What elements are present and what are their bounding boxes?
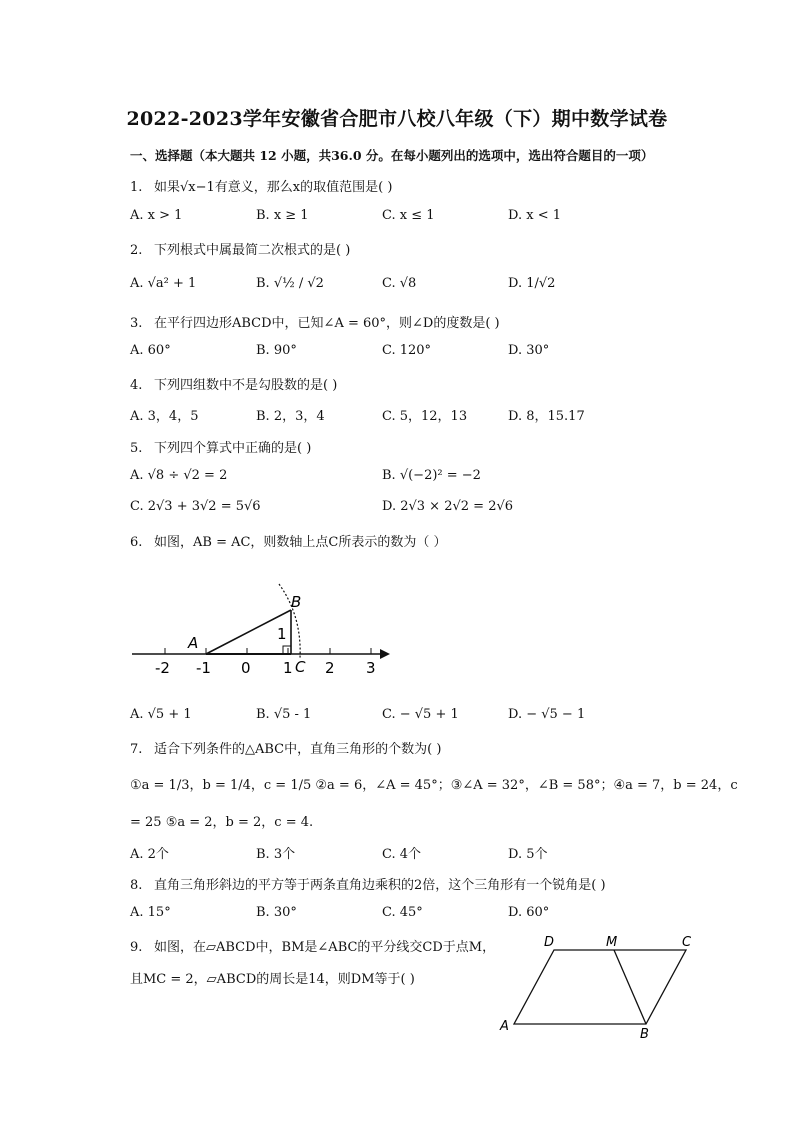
parallelogram-figure	[496, 930, 700, 1042]
question-stem: 如图，在▱ABCD中，BM是∠ABC的平分线交CD于点M，	[154, 940, 496, 955]
question-number: 2.	[130, 243, 143, 258]
label-b: B	[291, 593, 302, 611]
label-d: D	[544, 935, 555, 950]
question-number: 7.	[130, 742, 143, 757]
option-c: C. 2√3 + 3√2 = 5√6	[130, 499, 261, 514]
tick-label: -1	[196, 659, 211, 677]
label-b: B	[640, 1027, 649, 1042]
option-b: B. 3个	[256, 847, 296, 862]
option-a: A. 60°	[130, 343, 171, 358]
option-c: C. x ≤ 1	[382, 208, 435, 223]
tick-label: 0	[241, 659, 251, 677]
label-one: 1	[277, 625, 287, 643]
option-c: C. 45°	[382, 905, 423, 920]
question-9-cont: 且MC = 2，▱ABCD的周长是14，则DM等于( )	[130, 972, 415, 987]
option-c: C. 120°	[382, 343, 432, 358]
question-stem: 下列四组数中不是勾股数的是( )	[154, 378, 338, 393]
question-number: 5.	[130, 441, 143, 456]
question-7	[130, 738, 441, 757]
option-b: B. √(−2)² = −2	[382, 468, 481, 483]
option-c: C. 4个	[382, 847, 422, 862]
question-stem: 如图，AB = AC，则数轴上点C所表示的数为（ ）	[154, 535, 447, 550]
question-number: 3.	[130, 316, 143, 331]
number-line-figure	[128, 578, 398, 680]
question-stem: 适合下列条件的△ABC中，直角三角形的个数为( )	[154, 742, 442, 757]
option-b: B. √½ / √2	[256, 276, 324, 291]
question-6	[130, 531, 447, 550]
question-3	[130, 312, 500, 331]
question-stem: 下列四个算式中正确的是( )	[154, 441, 312, 456]
option-d: D. 8，15.17	[508, 409, 585, 424]
question-2	[130, 239, 350, 258]
label-a: A	[500, 1019, 509, 1034]
option-a: A. 2个	[130, 847, 169, 862]
option-a: A. √8 ÷ √2 = 2	[130, 468, 228, 483]
tick-label: -2	[155, 659, 170, 677]
question-7-conditions-cont: = 25 ⑤a = 2，b = 2，c = 4.	[130, 815, 314, 830]
question-4	[130, 374, 337, 393]
right-angle-mark	[283, 646, 291, 654]
page-title: 2022-2023学年安徽省合肥市八校八年级（下）期中数学试卷	[126, 108, 668, 130]
question-stem: 直角三角形斜边的平方等于两条直角边乘积的2倍，这个三角形有一个锐角是( )	[154, 878, 606, 893]
option-c: C. √8	[382, 276, 417, 291]
question-stem: 在平行四边形ABCD中，已知∠A = 60°，则∠D的度数是( )	[154, 316, 500, 331]
segment-bm	[614, 950, 646, 1024]
question-number: 9.	[130, 940, 143, 955]
option-a: A. 15°	[130, 905, 171, 920]
option-a: A. √5 + 1	[130, 707, 192, 722]
question-5	[130, 437, 311, 456]
option-b: B. 90°	[256, 343, 297, 358]
question-number: 8.	[130, 878, 143, 893]
tick-label: 1	[283, 659, 293, 677]
label-m: M	[606, 935, 618, 950]
option-d: D. x < 1	[508, 208, 561, 223]
option-b: B. x ≥ 1	[256, 208, 309, 223]
question-stem: 下列根式中属最简二次根式的是( )	[154, 243, 351, 258]
option-d: D. 1/√2	[508, 276, 556, 291]
option-b: B. √5 - 1	[256, 707, 312, 722]
question-number: 1.	[130, 180, 143, 195]
tick-label: 2	[325, 659, 335, 677]
option-d: D. − √5 − 1	[508, 707, 586, 722]
option-d: D. 30°	[508, 343, 550, 358]
option-d: D. 60°	[508, 905, 550, 920]
question-number: 6.	[130, 535, 143, 550]
option-c: C. 5，12，13	[382, 409, 468, 424]
tick-label: 3	[366, 659, 376, 677]
axis-arrow-icon	[380, 649, 390, 659]
label-a: A	[188, 634, 199, 652]
question-1	[130, 176, 392, 195]
label-c: C	[295, 658, 306, 676]
option-b: B. 2，3，4	[256, 409, 325, 424]
question-7-conditions: ①a = 1/3，b = 1/4，c = 1/5 ②a = 6，∠A = 45°；③∠A = 32°，∠B = 58°；④a = 7，b = 24，c	[130, 778, 738, 793]
question-number: 4.	[130, 378, 143, 393]
parallelogram-abcd	[514, 950, 686, 1024]
option-d: D. 5个	[508, 847, 548, 862]
option-b: B. 30°	[256, 905, 297, 920]
question-9	[130, 936, 495, 955]
question-8	[130, 874, 606, 893]
option-a: A. √a² + 1	[130, 276, 197, 291]
question-stem: 如果√x−1有意义，那么x的取值范围是( )	[154, 180, 393, 195]
label-c: C	[682, 935, 692, 950]
option-d: D. 2√3 × 2√2 = 2√6	[382, 499, 514, 514]
option-a: A. x > 1	[130, 208, 183, 223]
option-a: A. 3，4，5	[130, 409, 199, 424]
section-heading: 一、选择题（本大题共 12 小题，共36.0 分。在每小题列出的选项中，选出符合题目的一项）	[130, 148, 654, 163]
option-c: C. − √5 + 1	[382, 707, 459, 722]
